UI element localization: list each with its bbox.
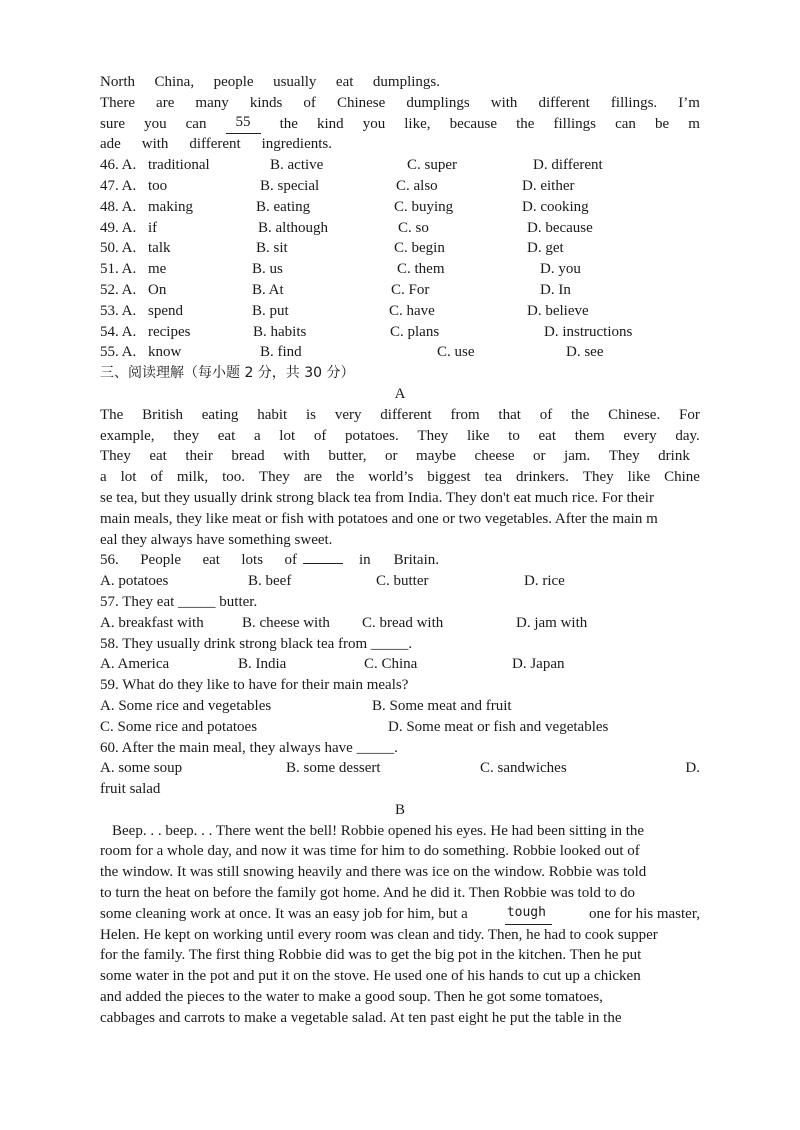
word: you <box>362 115 386 132</box>
option-a: making <box>148 198 193 215</box>
word: different <box>189 136 241 153</box>
passage-b <box>100 821 700 1029</box>
cloze-option-row <box>100 322 700 343</box>
word: can <box>185 115 207 132</box>
word: many <box>195 94 229 111</box>
word: be <box>654 115 670 132</box>
word: you <box>144 115 167 132</box>
word: different <box>380 406 432 423</box>
passage-line <box>100 72 440 93</box>
word: to <box>508 427 520 444</box>
option-a: A. potatoes <box>100 573 169 590</box>
option-a: me <box>148 261 167 278</box>
option-d: D. Some meat or fish and vegetables <box>388 718 609 735</box>
question-number: 48. A. <box>100 198 137 215</box>
question-number: 54. A. <box>100 323 137 340</box>
cloze-option-row <box>100 238 700 259</box>
passage-line: some water in the pot and put it on the stove. He used one of his hands to cut up a chicken <box>100 968 641 985</box>
word: They <box>608 448 640 465</box>
word: They <box>100 448 131 465</box>
cloze-option-row <box>100 176 700 197</box>
word: tea <box>484 469 503 486</box>
question-number: 47. A. <box>100 177 137 194</box>
option-a: traditional <box>148 157 210 174</box>
question-56-options <box>100 571 700 592</box>
question-number: 49. A. <box>100 219 137 236</box>
word: or <box>385 448 398 465</box>
option-b: B. India <box>238 656 287 673</box>
cloze-option-row <box>100 218 700 239</box>
option-a: spend <box>148 302 183 319</box>
option-d: D. instructions <box>544 323 633 340</box>
option-b: B. put <box>252 302 289 319</box>
word: eating <box>201 406 239 423</box>
word: For <box>679 406 700 423</box>
word: There <box>100 94 135 111</box>
option-c: C. them <box>397 261 445 278</box>
option-b: B. At <box>252 281 284 298</box>
word: potatoes. <box>345 427 399 444</box>
word: jam. <box>564 448 591 465</box>
option-d: D. get <box>527 240 564 257</box>
question-number: 51. A. <box>100 261 137 278</box>
word: day. <box>675 427 700 444</box>
word: eat <box>217 427 236 444</box>
passage-line-tough <box>100 904 700 925</box>
word: the <box>516 115 535 132</box>
option-a: talk <box>148 240 171 257</box>
question-58: 58. They usually drink strong black tea from _____. <box>100 635 413 652</box>
word: eat <box>202 552 220 569</box>
word: habit <box>257 406 288 423</box>
section-title: 三、阅读理解（每小题 2 分，共 30 分） <box>100 365 355 382</box>
option-b: B. beef <box>248 573 292 590</box>
word: or <box>533 448 546 465</box>
word: the <box>279 115 298 132</box>
option-c: C. sandwiches <box>480 760 567 777</box>
word: fillings. <box>610 94 658 111</box>
question-59-options-row2 <box>100 717 700 738</box>
passage-line: main meals, they like meat or fish with potatoes and one or two vegetables. After the main m <box>100 510 658 527</box>
passage-a-label: A <box>394 385 406 402</box>
option-a: A. breakfast with <box>100 614 204 631</box>
passage-line <box>100 426 700 447</box>
word: eat <box>335 74 354 90</box>
word: usually <box>273 74 317 90</box>
passage-line <box>100 405 700 426</box>
passage-line: the window. It was still snowing heavily and there was ice on the window. Robbie was told <box>100 864 647 881</box>
question-56 <box>100 550 700 571</box>
option-c: C. have <box>389 302 435 319</box>
word: of <box>150 469 163 486</box>
word: lot <box>120 469 137 486</box>
option-b: B. Some meat and fruit <box>372 697 512 714</box>
word: dumplings. <box>372 74 440 90</box>
option-a: A. Some rice and vegetables <box>100 697 272 714</box>
answer-blank <box>303 563 343 564</box>
question-60-option-d-cont: fruit salad <box>100 781 161 798</box>
cloze-blank-55: 55 <box>226 114 261 135</box>
word: ade <box>100 136 121 153</box>
word: bread <box>231 448 265 465</box>
question-57-options <box>100 613 700 634</box>
option-c: C. China <box>364 656 418 673</box>
word: are <box>303 469 323 486</box>
word: eat <box>149 448 167 465</box>
passage-line <box>100 134 332 155</box>
passage-line: Beep. . . beep. . . There went the bell! Robbie opened his eyes. He had been sitting in the <box>112 822 645 839</box>
option-c: C. super <box>407 157 457 174</box>
word: drink <box>658 448 690 465</box>
word: that <box>498 406 521 423</box>
passage-line <box>100 114 700 135</box>
passage-line <box>100 446 690 467</box>
question-number: 55. A. <box>100 344 137 361</box>
option-c: C. so <box>398 219 429 236</box>
option-d: D. cooking <box>522 198 589 215</box>
option-d: D. jam with <box>516 614 588 631</box>
word: Chinese <box>336 94 386 111</box>
word: sure <box>100 115 125 132</box>
word: they <box>173 427 200 444</box>
passage-line <box>100 93 700 114</box>
word: ingredients. <box>261 136 332 153</box>
word: like <box>466 427 490 444</box>
option-d: D. Japan <box>512 656 565 673</box>
option-c: C. buying <box>394 198 454 215</box>
question-number: 52. A. <box>100 281 137 298</box>
option-a: know <box>148 344 182 361</box>
option-c: C. butter <box>376 573 429 590</box>
passage-line: se tea, but they usually drink strong black tea from India. They don't eat much rice. For their <box>100 489 654 506</box>
option-b: B. us <box>252 261 283 278</box>
question-60: 60. After the main meal, they always have _____. <box>100 739 398 756</box>
question-57: 57. They eat _____ butter. <box>100 593 258 610</box>
option-a: A. America <box>100 656 170 673</box>
option-c: C. plans <box>390 323 440 340</box>
question-58-options <box>100 654 700 675</box>
passage-text: some cleaning work at once. It was an easy job for him, but a <box>100 905 468 922</box>
word: too. <box>222 469 246 486</box>
word: the <box>571 406 590 423</box>
option-d: D. because <box>527 219 593 236</box>
word: example, <box>100 427 155 444</box>
word: fillings <box>553 115 597 132</box>
option-b: B. habits <box>253 323 307 340</box>
passage-line: and added the pieces to the water to make a good soup. Then he got some tomatoes, <box>100 989 603 1006</box>
word: a <box>253 427 261 444</box>
cloze-option-row <box>100 342 700 363</box>
passage-line: room for a whole day, and now it was time for him to do something. Robbie looked out of <box>100 843 640 860</box>
option-c: C. begin <box>394 240 445 257</box>
option-c: C. use <box>437 344 475 361</box>
word: world’s <box>368 469 414 486</box>
cloze-option-row <box>100 197 700 218</box>
question-number: 53. A. <box>100 302 137 319</box>
word: every <box>623 427 657 444</box>
option-b: B. find <box>260 344 302 361</box>
word: from <box>450 406 480 423</box>
word: in <box>359 552 371 569</box>
word: very <box>334 406 362 423</box>
word: They <box>582 469 614 486</box>
option-d: D. In <box>540 281 571 298</box>
option-b: B. active <box>270 157 324 174</box>
word: are <box>156 94 175 111</box>
word: with <box>490 94 518 111</box>
passage-line: to turn the heat on before the family got home. And he did it. Then Robbie was told to do <box>100 885 636 902</box>
passage-line: for the family. The first thing Robbie did was to get the big pot in the kitchen. Then he put <box>100 947 642 964</box>
cloze-options <box>100 155 700 363</box>
word: kind <box>316 115 344 132</box>
option-b: B. some dessert <box>286 760 381 777</box>
word: butter, <box>328 448 367 465</box>
word: with <box>283 448 310 465</box>
option-b: B. cheese with <box>242 614 330 631</box>
underlined-word-tough: tough <box>505 904 552 925</box>
word: can <box>615 115 636 132</box>
option-d: D. either <box>522 177 575 194</box>
option-c: C. Some rice and potatoes <box>100 718 258 735</box>
word: of <box>539 406 553 423</box>
word: cheese <box>474 448 515 465</box>
question-number: 50. A. <box>100 240 137 257</box>
word: them <box>574 427 605 444</box>
word: the <box>336 469 355 486</box>
option-c: C. For <box>391 281 430 298</box>
word: like <box>627 469 651 486</box>
cloze-option-row <box>100 301 700 322</box>
passage-b-label: B <box>394 801 405 818</box>
word: like, <box>404 115 431 132</box>
word: drinkers. <box>515 469 569 486</box>
word: with <box>141 136 169 153</box>
word: their <box>185 448 213 465</box>
word: of <box>313 427 327 444</box>
option-b: B. eating <box>256 198 311 215</box>
word: dumplings <box>406 94 470 111</box>
option-a: recipes <box>148 323 191 340</box>
option-b: B. although <box>258 219 328 236</box>
word: m <box>688 115 700 132</box>
option-d: D. see <box>566 344 604 361</box>
word: 56. <box>100 552 119 569</box>
word: maybe <box>416 448 457 465</box>
word: is <box>306 406 317 423</box>
word: lots <box>241 552 264 569</box>
option-c: C. also <box>396 177 438 194</box>
cloze-option-row <box>100 280 700 301</box>
option-a: A. some soup <box>100 760 183 777</box>
word: China, <box>154 74 195 90</box>
word: a <box>100 469 107 486</box>
word: kinds <box>249 94 283 111</box>
option-b: B. special <box>260 177 320 194</box>
word: Britain. <box>393 552 439 569</box>
option-d: D. different <box>533 157 603 174</box>
option-b: B. sit <box>256 240 288 257</box>
word: North <box>100 74 135 90</box>
passage-line: Helen. He kept on working until every room was clean and tidy. Then, he had to cook supper <box>100 926 658 943</box>
question-60-options <box>100 758 700 779</box>
option-a: too <box>148 177 168 194</box>
passage-line: cabbages and carrots to make a vegetable salad. At ten past eight he put the table in the <box>100 1009 622 1026</box>
word: Chine <box>664 469 700 486</box>
word: biggest <box>427 469 471 486</box>
cloze-option-row <box>100 155 700 176</box>
option-d: D. <box>685 760 700 777</box>
passage-line: eal they always have something sweet. <box>100 531 333 548</box>
word: of <box>284 552 297 569</box>
passage-text: one for his master, <box>588 905 700 922</box>
option-d: D. you <box>540 261 581 278</box>
word: milk, <box>176 469 209 486</box>
word: Chinese. <box>608 406 661 423</box>
question-59-options-row1 <box>100 696 700 717</box>
word: eat <box>538 427 556 444</box>
word: different <box>538 94 590 111</box>
word: People <box>140 552 182 569</box>
word: They <box>417 427 449 444</box>
word: They <box>258 469 290 486</box>
option-a: if <box>148 219 158 236</box>
question-number: 46. A. <box>100 157 137 174</box>
question-59: 59. What do they like to have for their main meals? <box>100 677 409 694</box>
option-d: D. rice <box>524 573 565 590</box>
word: I’m <box>678 94 700 111</box>
exam-page <box>100 72 700 1029</box>
word: people <box>213 74 254 90</box>
cloze-option-row <box>100 259 700 280</box>
option-c: C. bread with <box>362 614 444 631</box>
word: British <box>142 406 183 423</box>
option-d: D. believe <box>527 302 589 319</box>
option-a: On <box>148 281 167 298</box>
word: The <box>100 406 124 423</box>
word: lot <box>279 427 296 444</box>
word: of <box>303 94 316 111</box>
word: because <box>449 115 498 132</box>
passage-line <box>100 467 700 488</box>
